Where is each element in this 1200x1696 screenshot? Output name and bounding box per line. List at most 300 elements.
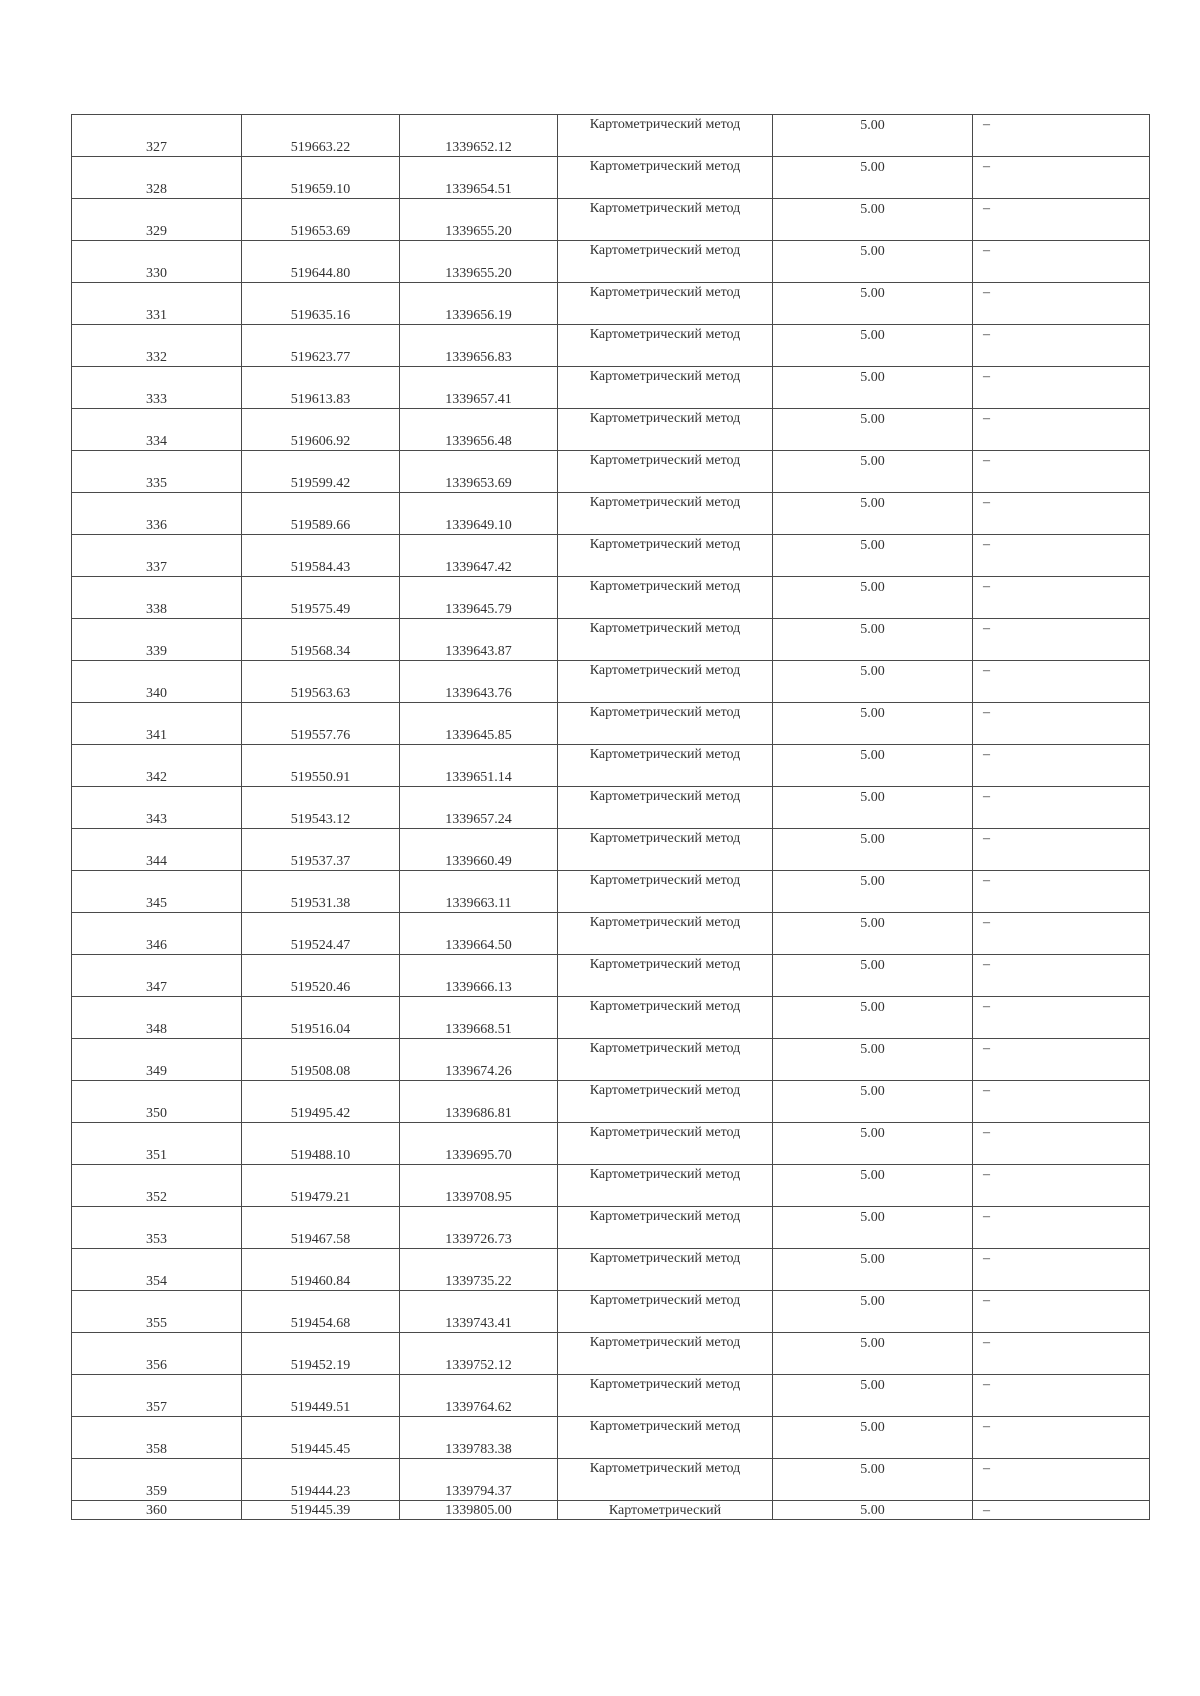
point-number-cell bbox=[72, 325, 242, 367]
y-coordinate-cell-text: 1339764.62 bbox=[445, 1400, 512, 1415]
point-number-cell bbox=[72, 1123, 242, 1165]
method-cell bbox=[558, 745, 773, 787]
accuracy-cell bbox=[773, 787, 973, 829]
y-coordinate-cell bbox=[400, 367, 558, 409]
point-number-cell-text: 329 bbox=[146, 224, 167, 239]
x-coordinate-cell bbox=[242, 325, 400, 367]
x-coordinate-cell-text: 519454.68 bbox=[290, 1316, 351, 1331]
y-coordinate-cell bbox=[400, 1039, 558, 1081]
point-number-cell-text: 348 bbox=[146, 1022, 167, 1037]
table-row bbox=[72, 661, 1150, 703]
x-coordinate-cell bbox=[242, 409, 400, 451]
y-coordinate-cell bbox=[400, 703, 558, 745]
accuracy-cell-text: 5.00 bbox=[860, 580, 885, 595]
method-cell-text: Картометрический метод bbox=[589, 1419, 741, 1434]
y-coordinate-cell-text: 1339655.20 bbox=[445, 266, 512, 281]
accuracy-cell-text: 5.00 bbox=[860, 538, 885, 553]
accuracy-cell-text: 5.00 bbox=[860, 328, 885, 343]
x-coordinate-cell-text: 519479.21 bbox=[290, 1190, 351, 1205]
accuracy-cell bbox=[773, 1207, 973, 1249]
x-coordinate-cell-text: 519543.12 bbox=[290, 812, 351, 827]
method-cell bbox=[558, 997, 773, 1039]
y-coordinate-cell bbox=[400, 283, 558, 325]
point-number-cell-text: 340 bbox=[146, 686, 167, 701]
table-row bbox=[72, 241, 1150, 283]
y-coordinate-cell bbox=[400, 1207, 558, 1249]
point-number-cell-text: 338 bbox=[146, 602, 167, 617]
accuracy-cell-text: 5.00 bbox=[860, 412, 885, 427]
table-row bbox=[72, 955, 1150, 997]
note-cell bbox=[973, 199, 1150, 241]
point-number-cell-text: 360 bbox=[146, 1502, 167, 1518]
y-coordinate-cell bbox=[400, 829, 558, 871]
x-coordinate-cell bbox=[242, 1207, 400, 1249]
y-coordinate-cell-text: 1339663.11 bbox=[445, 896, 512, 911]
point-number-cell bbox=[72, 703, 242, 745]
method-cell-text: Картометрический метод bbox=[589, 1041, 741, 1056]
x-coordinate-cell-text: 519635.16 bbox=[290, 308, 351, 323]
x-coordinate-cell bbox=[242, 871, 400, 913]
table-row bbox=[72, 1249, 1150, 1291]
y-coordinate-cell bbox=[400, 1165, 558, 1207]
method-cell bbox=[558, 325, 773, 367]
method-cell-text: Картометрический метод bbox=[589, 369, 741, 384]
point-number-cell-text: 337 bbox=[146, 560, 167, 575]
method-cell-text: Картометрический метод bbox=[589, 495, 741, 510]
point-number-cell bbox=[72, 1459, 242, 1501]
point-number-cell-text: 343 bbox=[146, 812, 167, 827]
table-row bbox=[72, 619, 1150, 661]
method-cell bbox=[558, 1249, 773, 1291]
point-number-cell-text: 334 bbox=[146, 434, 167, 449]
y-coordinate-cell-text: 1339643.76 bbox=[445, 686, 512, 701]
x-coordinate-cell bbox=[242, 493, 400, 535]
note-cell-text: – bbox=[983, 327, 990, 342]
y-coordinate-cell bbox=[400, 1333, 558, 1375]
method-cell-text: Картометрический метод bbox=[589, 201, 741, 216]
y-coordinate-cell-text: 1339654.51 bbox=[445, 182, 512, 197]
x-coordinate-cell bbox=[242, 1291, 400, 1333]
x-coordinate-cell-text: 519613.83 bbox=[290, 392, 351, 407]
method-cell bbox=[558, 703, 773, 745]
y-coordinate-cell bbox=[400, 1501, 558, 1520]
point-number-cell-text: 358 bbox=[146, 1442, 167, 1457]
note-cell bbox=[973, 1123, 1150, 1165]
y-coordinate-cell bbox=[400, 241, 558, 283]
note-cell-text: – bbox=[983, 1209, 990, 1224]
method-cell bbox=[558, 787, 773, 829]
point-number-cell-text: 331 bbox=[146, 308, 167, 323]
x-coordinate-cell-text: 519563.63 bbox=[290, 686, 351, 701]
accuracy-cell bbox=[773, 1039, 973, 1081]
x-coordinate-cell-text: 519445.45 bbox=[290, 1442, 351, 1457]
method-cell-text: Картометрический метод bbox=[589, 1293, 741, 1308]
method-cell-text: Картометрический метод bbox=[589, 1251, 741, 1266]
method-cell bbox=[558, 829, 773, 871]
y-coordinate-cell bbox=[400, 619, 558, 661]
y-coordinate-cell bbox=[400, 787, 558, 829]
method-cell-text: Картометрический метод bbox=[589, 747, 741, 762]
x-coordinate-cell bbox=[242, 367, 400, 409]
accuracy-cell bbox=[773, 283, 973, 325]
x-coordinate-cell-text: 519599.42 bbox=[290, 476, 351, 491]
x-coordinate-cell-text: 519516.04 bbox=[290, 1022, 351, 1037]
accuracy-cell bbox=[773, 619, 973, 661]
accuracy-cell bbox=[773, 1291, 973, 1333]
note-cell bbox=[973, 283, 1150, 325]
y-coordinate-cell bbox=[400, 1123, 558, 1165]
y-coordinate-cell-text: 1339668.51 bbox=[445, 1022, 512, 1037]
point-number-cell bbox=[72, 1501, 242, 1520]
y-coordinate-cell-text: 1339643.87 bbox=[445, 644, 512, 659]
accuracy-cell bbox=[773, 1081, 973, 1123]
note-cell bbox=[973, 535, 1150, 577]
method-cell-text: Картометрический метод bbox=[589, 1209, 741, 1224]
accuracy-cell-text: 5.00 bbox=[860, 1378, 885, 1393]
accuracy-cell bbox=[773, 409, 973, 451]
table-row bbox=[72, 1459, 1150, 1501]
method-cell bbox=[558, 199, 773, 241]
note-cell bbox=[973, 1081, 1150, 1123]
x-coordinate-cell bbox=[242, 997, 400, 1039]
y-coordinate-cell bbox=[400, 535, 558, 577]
accuracy-cell-text: 5.00 bbox=[860, 958, 885, 973]
y-coordinate-cell-text: 1339794.37 bbox=[445, 1484, 512, 1499]
note-cell-text: – bbox=[983, 621, 990, 636]
note-cell-text: – bbox=[983, 411, 990, 426]
method-cell-text: Картометрический метод bbox=[589, 117, 741, 132]
y-coordinate-cell-text: 1339655.20 bbox=[445, 224, 512, 239]
accuracy-cell-text: 5.00 bbox=[860, 244, 885, 259]
accuracy-cell bbox=[773, 577, 973, 619]
method-cell-text: Картометрический метод bbox=[589, 621, 741, 636]
note-cell-text: – bbox=[983, 1335, 990, 1350]
method-cell bbox=[558, 241, 773, 283]
coordinates-table bbox=[71, 114, 1150, 1520]
y-coordinate-cell-text: 1339660.49 bbox=[445, 854, 512, 869]
point-number-cell-text: 328 bbox=[146, 182, 167, 197]
y-coordinate-cell-text: 1339726.73 bbox=[445, 1232, 512, 1247]
method-cell-text: Картометрический метод bbox=[589, 1377, 741, 1392]
table-row bbox=[72, 1501, 1150, 1520]
x-coordinate-cell-text: 519575.49 bbox=[290, 602, 351, 617]
accuracy-cell-text: 5.00 bbox=[860, 1000, 885, 1015]
note-cell bbox=[973, 241, 1150, 283]
accuracy-cell-text: 5.00 bbox=[860, 370, 885, 385]
y-coordinate-cell-text: 1339735.22 bbox=[445, 1274, 512, 1289]
accuracy-cell bbox=[773, 745, 973, 787]
method-cell-text: Картометрический метод bbox=[589, 1125, 741, 1140]
y-coordinate-cell-text: 1339695.70 bbox=[445, 1148, 512, 1163]
method-cell bbox=[558, 955, 773, 997]
table-row bbox=[72, 1081, 1150, 1123]
method-cell bbox=[558, 1333, 773, 1375]
accuracy-cell-text: 5.00 bbox=[860, 664, 885, 679]
x-coordinate-cell bbox=[242, 1333, 400, 1375]
y-coordinate-cell-text: 1339651.14 bbox=[445, 770, 512, 785]
method-cell bbox=[558, 913, 773, 955]
point-number-cell bbox=[72, 1039, 242, 1081]
point-number-cell bbox=[72, 1375, 242, 1417]
x-coordinate-cell bbox=[242, 199, 400, 241]
note-cell-text: – bbox=[983, 873, 990, 888]
accuracy-cell bbox=[773, 1165, 973, 1207]
y-coordinate-cell bbox=[400, 1291, 558, 1333]
note-cell-text: – bbox=[983, 1461, 990, 1476]
y-coordinate-cell-text: 1339652.12 bbox=[445, 140, 512, 155]
method-cell-text: Картометрический метод bbox=[589, 285, 741, 300]
note-cell-text: – bbox=[983, 1083, 990, 1098]
point-number-cell bbox=[72, 997, 242, 1039]
table-row bbox=[72, 283, 1150, 325]
y-coordinate-cell-text: 1339647.42 bbox=[445, 560, 512, 575]
note-cell-text: – bbox=[983, 1167, 990, 1182]
note-cell-text: – bbox=[983, 369, 990, 384]
note-cell-text: – bbox=[983, 453, 990, 468]
method-cell-text: Картометрический метод bbox=[589, 1461, 741, 1476]
table-row bbox=[72, 1165, 1150, 1207]
point-number-cell bbox=[72, 787, 242, 829]
table-row bbox=[72, 1291, 1150, 1333]
y-coordinate-cell-text: 1339656.19 bbox=[445, 308, 512, 323]
point-number-cell-text: 359 bbox=[146, 1484, 167, 1499]
point-number-cell bbox=[72, 1249, 242, 1291]
method-cell bbox=[558, 661, 773, 703]
point-number-cell bbox=[72, 367, 242, 409]
method-cell bbox=[558, 1459, 773, 1501]
y-coordinate-cell-text: 1339664.50 bbox=[445, 938, 512, 953]
accuracy-cell bbox=[773, 115, 973, 157]
note-cell bbox=[973, 1333, 1150, 1375]
x-coordinate-cell bbox=[242, 241, 400, 283]
y-coordinate-cell-text: 1339805.00 bbox=[445, 1502, 512, 1518]
accuracy-cell bbox=[773, 955, 973, 997]
y-coordinate-cell bbox=[400, 1081, 558, 1123]
x-coordinate-cell bbox=[242, 829, 400, 871]
method-cell-text: Картометрический метод bbox=[589, 159, 741, 174]
y-coordinate-cell bbox=[400, 1417, 558, 1459]
y-coordinate-cell-text: 1339653.69 bbox=[445, 476, 512, 491]
table-row bbox=[72, 787, 1150, 829]
method-cell bbox=[558, 1375, 773, 1417]
accuracy-cell-text: 5.00 bbox=[860, 202, 885, 217]
note-cell bbox=[973, 703, 1150, 745]
method-cell-text: Картометрический метод bbox=[589, 705, 741, 720]
table-row bbox=[72, 1417, 1150, 1459]
x-coordinate-cell-text: 519663.22 bbox=[290, 140, 351, 155]
note-cell-text: – bbox=[983, 957, 990, 972]
note-cell-text: – bbox=[983, 999, 990, 1014]
method-cell bbox=[558, 1123, 773, 1165]
accuracy-cell bbox=[773, 1417, 973, 1459]
method-cell-text: Картометрический метод bbox=[589, 873, 741, 888]
y-coordinate-cell bbox=[400, 955, 558, 997]
x-coordinate-cell-text: 519524.47 bbox=[290, 938, 351, 953]
accuracy-cell-text: 5.00 bbox=[860, 622, 885, 637]
note-cell-text: – bbox=[983, 705, 990, 720]
point-number-cell-text: 339 bbox=[146, 644, 167, 659]
point-number-cell-text: 356 bbox=[146, 1358, 167, 1373]
accuracy-cell-text: 5.00 bbox=[860, 1042, 885, 1057]
x-coordinate-cell bbox=[242, 661, 400, 703]
note-cell bbox=[973, 787, 1150, 829]
table-row bbox=[72, 829, 1150, 871]
accuracy-cell-text: 5.00 bbox=[860, 1502, 885, 1518]
method-cell-text: Картометрический метод bbox=[589, 789, 741, 804]
point-number-cell-text: 342 bbox=[146, 770, 167, 785]
method-cell bbox=[558, 535, 773, 577]
x-coordinate-cell-text: 519589.66 bbox=[290, 518, 351, 533]
x-coordinate-cell-text: 519659.10 bbox=[290, 182, 351, 197]
method-cell-text: Картометрический метод bbox=[589, 663, 741, 678]
accuracy-cell bbox=[773, 157, 973, 199]
point-number-cell-text: 346 bbox=[146, 938, 167, 953]
point-number-cell-text: 332 bbox=[146, 350, 167, 365]
accuracy-cell bbox=[773, 871, 973, 913]
point-number-cell-text: 355 bbox=[146, 1316, 167, 1331]
note-cell bbox=[973, 829, 1150, 871]
x-coordinate-cell bbox=[242, 283, 400, 325]
note-cell bbox=[973, 157, 1150, 199]
note-cell-text: – bbox=[983, 663, 990, 678]
point-number-cell bbox=[72, 1417, 242, 1459]
method-cell bbox=[558, 1165, 773, 1207]
accuracy-cell bbox=[773, 1333, 973, 1375]
note-cell bbox=[973, 1459, 1150, 1501]
point-number-cell bbox=[72, 955, 242, 997]
point-number-cell bbox=[72, 1333, 242, 1375]
accuracy-cell bbox=[773, 829, 973, 871]
accuracy-cell-text: 5.00 bbox=[860, 832, 885, 847]
note-cell-text: – bbox=[983, 537, 990, 552]
point-number-cell-text: 344 bbox=[146, 854, 167, 869]
x-coordinate-cell bbox=[242, 703, 400, 745]
point-number-cell bbox=[72, 409, 242, 451]
note-cell bbox=[973, 661, 1150, 703]
table-row bbox=[72, 409, 1150, 451]
x-coordinate-cell bbox=[242, 619, 400, 661]
y-coordinate-cell-text: 1339645.85 bbox=[445, 728, 512, 743]
note-cell-text: – bbox=[983, 789, 990, 804]
note-cell bbox=[973, 409, 1150, 451]
note-cell-text: – bbox=[983, 831, 990, 846]
point-number-cell-text: 350 bbox=[146, 1106, 167, 1121]
note-cell bbox=[973, 451, 1150, 493]
point-number-cell-text: 354 bbox=[146, 1274, 167, 1289]
accuracy-cell bbox=[773, 367, 973, 409]
accuracy-cell-text: 5.00 bbox=[860, 874, 885, 889]
table-row bbox=[72, 1375, 1150, 1417]
method-cell bbox=[558, 1081, 773, 1123]
x-coordinate-cell-text: 519445.39 bbox=[290, 1502, 351, 1518]
table-row bbox=[72, 1039, 1150, 1081]
table-row bbox=[72, 1123, 1150, 1165]
x-coordinate-cell bbox=[242, 157, 400, 199]
accuracy-cell bbox=[773, 1375, 973, 1417]
note-cell bbox=[973, 1207, 1150, 1249]
method-cell-text: Картометрический метод bbox=[589, 579, 741, 594]
note-cell-text: – bbox=[983, 201, 990, 216]
note-cell bbox=[973, 1291, 1150, 1333]
note-cell bbox=[973, 1039, 1150, 1081]
point-number-cell bbox=[72, 157, 242, 199]
accuracy-cell bbox=[773, 913, 973, 955]
x-coordinate-cell bbox=[242, 535, 400, 577]
point-number-cell bbox=[72, 283, 242, 325]
method-cell-text: Картометрический метод bbox=[589, 831, 741, 846]
table-row bbox=[72, 703, 1150, 745]
note-cell bbox=[973, 1417, 1150, 1459]
note-cell bbox=[973, 115, 1150, 157]
y-coordinate-cell bbox=[400, 199, 558, 241]
y-coordinate-cell-text: 1339708.95 bbox=[445, 1190, 512, 1205]
point-number-cell-text: 327 bbox=[146, 140, 167, 155]
point-number-cell bbox=[72, 115, 242, 157]
note-cell-text: – bbox=[983, 117, 990, 132]
note-cell bbox=[973, 871, 1150, 913]
x-coordinate-cell-text: 519623.77 bbox=[290, 350, 351, 365]
accuracy-cell-text: 5.00 bbox=[860, 1126, 885, 1141]
y-coordinate-cell-text: 1339674.26 bbox=[445, 1064, 512, 1079]
x-coordinate-cell-text: 519531.38 bbox=[290, 896, 351, 911]
note-cell-text: – bbox=[983, 495, 990, 510]
note-cell bbox=[973, 1249, 1150, 1291]
y-coordinate-cell bbox=[400, 913, 558, 955]
point-number-cell-text: 352 bbox=[146, 1190, 167, 1205]
note-cell-text: – bbox=[983, 159, 990, 174]
method-cell-text: Картометрический метод bbox=[589, 915, 741, 930]
method-cell bbox=[558, 577, 773, 619]
method-cell bbox=[558, 493, 773, 535]
accuracy-cell-text: 5.00 bbox=[860, 748, 885, 763]
accuracy-cell-text: 5.00 bbox=[860, 1210, 885, 1225]
point-number-cell bbox=[72, 1081, 242, 1123]
point-number-cell bbox=[72, 1291, 242, 1333]
point-number-cell-text: 341 bbox=[146, 728, 167, 743]
method-cell-text: Картометрический метод bbox=[589, 411, 741, 426]
x-coordinate-cell bbox=[242, 1417, 400, 1459]
point-number-cell bbox=[72, 871, 242, 913]
accuracy-cell-text: 5.00 bbox=[860, 790, 885, 805]
point-number-cell-text: 349 bbox=[146, 1064, 167, 1079]
point-number-cell-text: 353 bbox=[146, 1232, 167, 1247]
method-cell bbox=[558, 1417, 773, 1459]
accuracy-cell bbox=[773, 493, 973, 535]
table-row bbox=[72, 199, 1150, 241]
x-coordinate-cell bbox=[242, 1459, 400, 1501]
note-cell-text: – bbox=[983, 1293, 990, 1308]
note-cell-text: – bbox=[983, 1041, 990, 1056]
point-number-cell-text: 336 bbox=[146, 518, 167, 533]
y-coordinate-cell-text: 1339783.38 bbox=[445, 1442, 512, 1457]
x-coordinate-cell-text: 519550.91 bbox=[290, 770, 351, 785]
note-cell bbox=[973, 493, 1150, 535]
x-coordinate-cell-text: 519568.34 bbox=[290, 644, 351, 659]
point-number-cell bbox=[72, 745, 242, 787]
x-coordinate-cell-text: 519495.42 bbox=[290, 1106, 351, 1121]
note-cell bbox=[973, 913, 1150, 955]
method-cell-text: Картометрический метод bbox=[589, 453, 741, 468]
y-coordinate-cell-text: 1339657.41 bbox=[445, 392, 512, 407]
accuracy-cell-text: 5.00 bbox=[860, 1336, 885, 1351]
table-row bbox=[72, 115, 1150, 157]
y-coordinate-cell bbox=[400, 325, 558, 367]
method-cell-text: Картометрический метод bbox=[589, 327, 741, 342]
note-cell bbox=[973, 577, 1150, 619]
point-number-cell bbox=[72, 199, 242, 241]
table-row bbox=[72, 1333, 1150, 1375]
point-number-cell-text: 333 bbox=[146, 392, 167, 407]
